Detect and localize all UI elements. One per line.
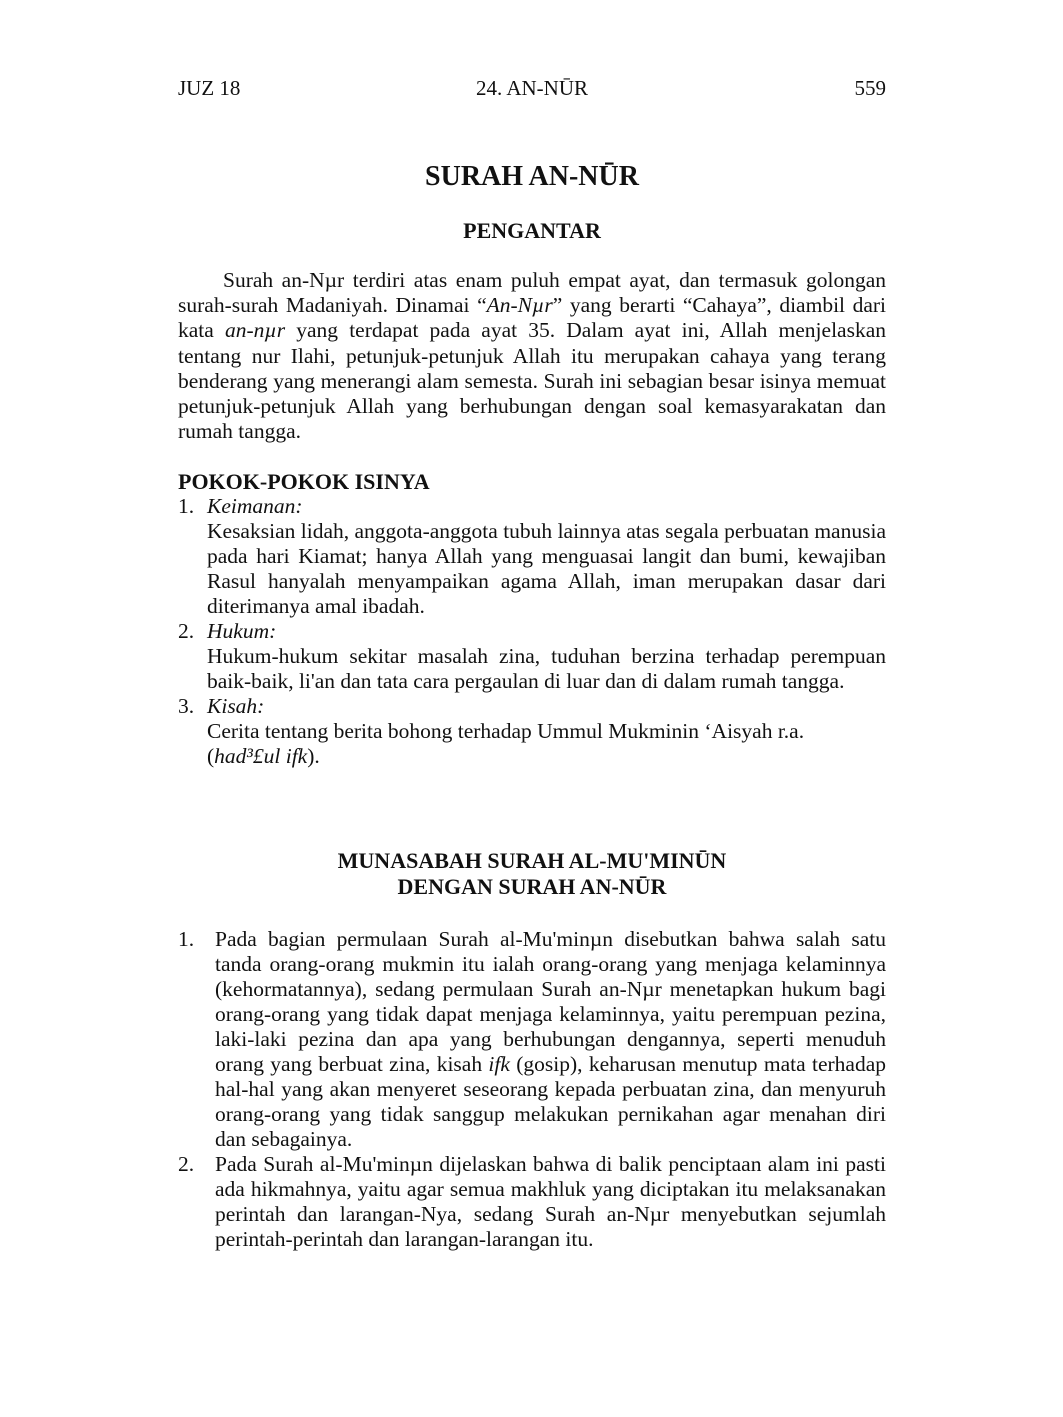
intro-word: an-nµr bbox=[224, 318, 286, 343]
item-text: Hukum-hukum sekitar masalah zina, tuduhan berzina terhadap perempuan baik-baik, li'an dan tata cara pergaulan di luar dan di dalam rumah tangga. bbox=[207, 644, 886, 693]
pokok-heading: POKOK-POKOK ISINYA bbox=[178, 469, 430, 494]
munasabah-heading-line-1: MUNASABAH SURAH AL-MU'MINŪN bbox=[337, 848, 727, 873]
item-text-main: Cerita tentang berita bohong terhadap Ummul Mukminin ‘Aisyah r.a. bbox=[207, 719, 805, 743]
list-item bbox=[178, 1152, 886, 1252]
list-item bbox=[178, 619, 886, 694]
item-text bbox=[207, 719, 886, 769]
surah-title: SURAH AN-NŪR bbox=[425, 161, 639, 192]
item-number: 2. bbox=[178, 619, 195, 643]
list-item bbox=[178, 927, 886, 1152]
section-subtitle: PENGANTAR bbox=[463, 218, 601, 243]
list-item bbox=[178, 694, 886, 769]
intro-text-1: Surah an-Nµr terdiri atas enam puluh empat ayat, dan termasuk golongan surah-surah Madaniyah. Dinamai “ bbox=[178, 268, 886, 318]
intro-text-2: ” yang berarti “Cahaya”, diambil dari kata bbox=[178, 293, 886, 343]
pokok-list bbox=[178, 494, 886, 769]
item-label: Hukum: bbox=[207, 619, 277, 643]
item-text-italic: had³£ul ifk bbox=[214, 744, 308, 768]
item-label: Keimanan: bbox=[207, 494, 303, 518]
item-text-italic: ifk bbox=[488, 1052, 510, 1076]
item-text-after: (gosip), keharusan menutup mata terhadap hal-hal yang akan menyeret seseorang kepada perbuatan zina, dan menyuruh orang-orang yang tidak sanggup melakukan pernikahan agar menahan diri dan sebagainya. bbox=[215, 1052, 886, 1151]
item-number: 3. bbox=[178, 694, 195, 718]
item-number: 1. bbox=[178, 927, 195, 951]
intro-paragraph bbox=[178, 268, 886, 444]
intro-surah-name: An-Nµr bbox=[486, 293, 553, 318]
munasabah-list bbox=[178, 927, 886, 1252]
munasabah-heading bbox=[178, 848, 886, 900]
item-number: 2. bbox=[178, 1152, 195, 1176]
running-header bbox=[178, 76, 886, 102]
intro-text-3: yang terdapat pada ayat 35. Dalam ayat ini, Allah menjelaskan tentang nur Ilahi, petunjuk-petunjuk Allah itu merupakan cahaya yang terang benderang yang menerangi alam semesta. Surah ini sebagian besar isinya memuat petunjuk-petunjuk Allah yang berhubungan dengan soal kemasyarakatan dan rumah tangga. bbox=[178, 318, 886, 444]
item-label: Kisah: bbox=[207, 694, 265, 718]
chapter-label: 24. AN-NŪR bbox=[475, 76, 588, 100]
item-text: Kesaksian lidah, anggota-anggota tubuh lainnya atas segala perbuatan manusia pada hari Kiamat; hanya Allah yang menguasai langit dan bumi, kewajiban Rasul hanyalah menyampaikan agama Allah, iman merupakan dasar dari diterimanya amal ibadah. bbox=[207, 519, 886, 618]
list-item bbox=[178, 494, 886, 619]
item-text: Pada Surah al-Mu'minµn dijelaskan bahwa di balik penciptaan alam ini pasti ada hikmahnya, yaitu agar semua makhluk yang diciptakan itu melaksanakan perintah dan larangan-Nya, sedang Surah an-Nµr menyebutkan sejumlah perintah-perintah dan larangan-larangan itu. bbox=[215, 1152, 886, 1251]
page-number: 559 bbox=[854, 76, 886, 100]
item-text-open: ( bbox=[207, 744, 215, 768]
item-text-close: ). bbox=[307, 744, 320, 768]
item-text bbox=[215, 927, 886, 1152]
juz-label: JUZ 18 bbox=[178, 76, 241, 100]
item-number: 1. bbox=[178, 494, 195, 518]
item-text-before: Pada bagian permulaan Surah al-Mu'minµn disebutkan bahwa salah satu tanda orang-orang mukmin itu ialah orang-orang yang menjaga kelaminnya (kehormatannya), sedang permulaan Surah an-Nµr menetapkan hukum bagi orang-orang yang tidak dapat menjaga kelaminnya, yaitu perempuan pezina, laki-laki pezina dan apa yang berhubungan dengannya, seperti menuduh orang yang berbuat zina, kisah bbox=[215, 927, 886, 1076]
munasabah-heading-line-2: DENGAN SURAH AN-NŪR bbox=[397, 874, 667, 899]
